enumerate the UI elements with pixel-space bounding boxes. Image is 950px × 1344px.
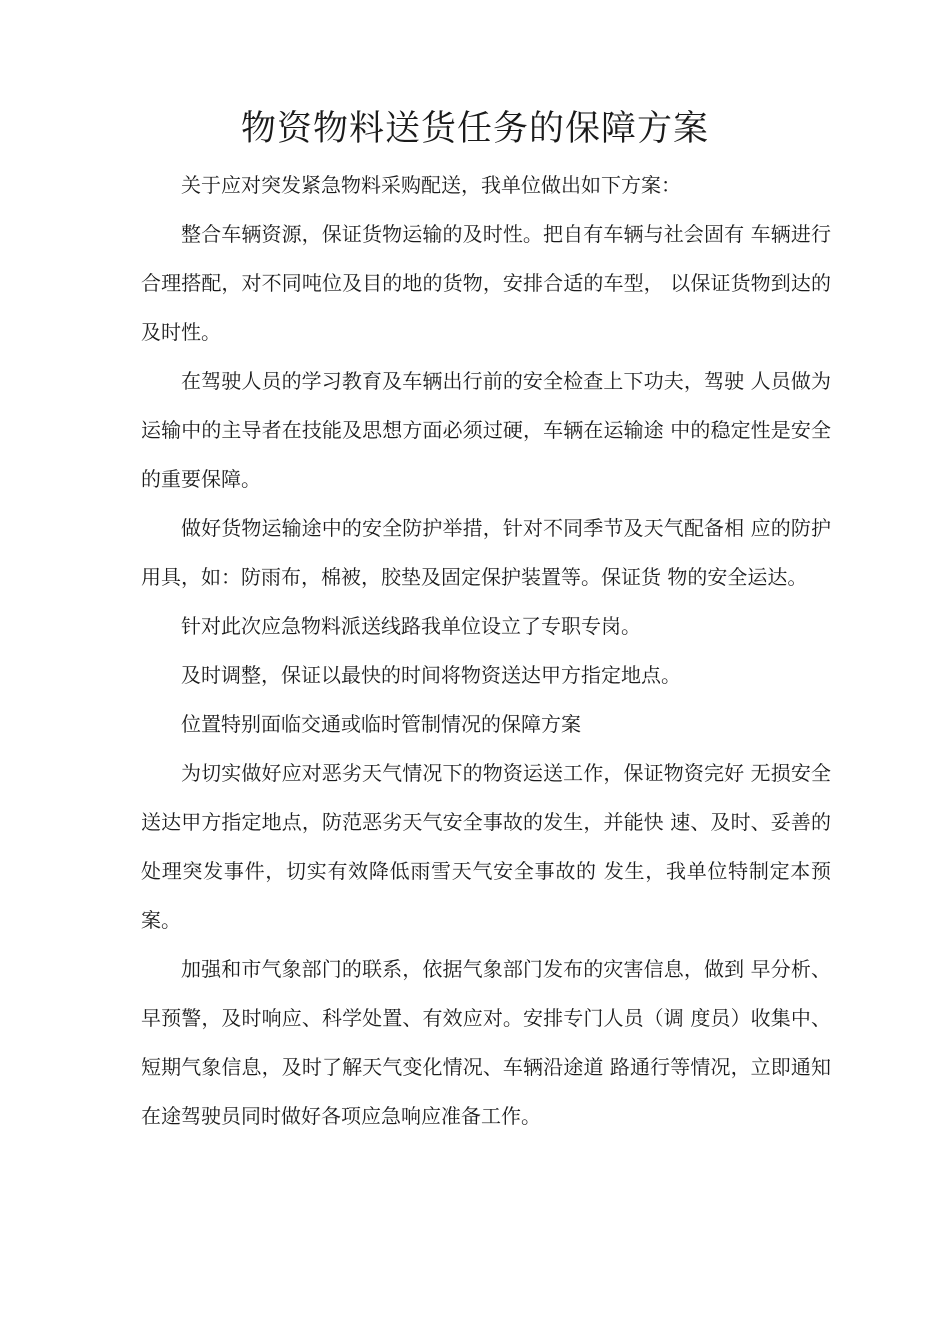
paragraph-vehicle-resources: 整合车辆资源，保证货物运输的及时性。把自有车辆与社会固有 车辆进行合理搭配，对不同吨位及目的地的货物，安排合适的车型， 以保证货物到达的及时性。	[141, 222, 831, 344]
paragraph-traffic-control-heading: 位置特别面临交通或临时管制情况的保障方案	[181, 712, 581, 736]
document-title: 物资物料送货任务的保障方案	[240, 109, 709, 149]
paragraph-intro: 关于应对突发紧急物料采购配送，我单位做出如下方案：	[181, 173, 681, 197]
paragraph-dedicated-post: 针对此次应急物料派送线路我单位设立了专职专岗。	[181, 614, 641, 638]
paragraph-cargo-protection: 做好货物运输途中的安全防护举措，针对不同季节及天气配备相 应的防护用具，如：防雨布，棉被，胶垫及固定保护装置等。保证货 物的安全运达。	[141, 516, 831, 589]
paragraph-bad-weather-plan: 为切实做好应对恶劣天气情况下的物资运送工作，保证物资完好 无损安全送达甲方指定地点，防范恶劣天气安全事故的发生，并能快 速、及时、妥善的处理突发事件，切实有效降低雨雪天气安全事故的 发生，我单位特制定本预案。	[141, 761, 831, 932]
document-body	[141, 161, 831, 1141]
paragraph-weather-liaison: 加强和市气象部门的联系，依据气象部门发布的灾害信息，做到 早分析、早预警，及时响应、科学处置、有效应对。安排专门人员（调 度员）收集中、短期气象信息，及时了解天气变化情况、车辆沿途道 路通行等情况，立即通知在途驾驶员同时做好各项应急响应准备工作。	[141, 957, 831, 1128]
paragraph-driver-training: 在驾驶人员的学习教育及车辆出行前的安全检查上下功夫，驾驶 人员做为运输中的主导者在技能及思想方面必须过硬，车辆在运输途 中的稳定性是安全的重要保障。	[141, 369, 831, 491]
paragraph-timely-adjustment: 及时调整，保证以最快的时间将物资送达甲方指定地点。	[181, 663, 681, 687]
